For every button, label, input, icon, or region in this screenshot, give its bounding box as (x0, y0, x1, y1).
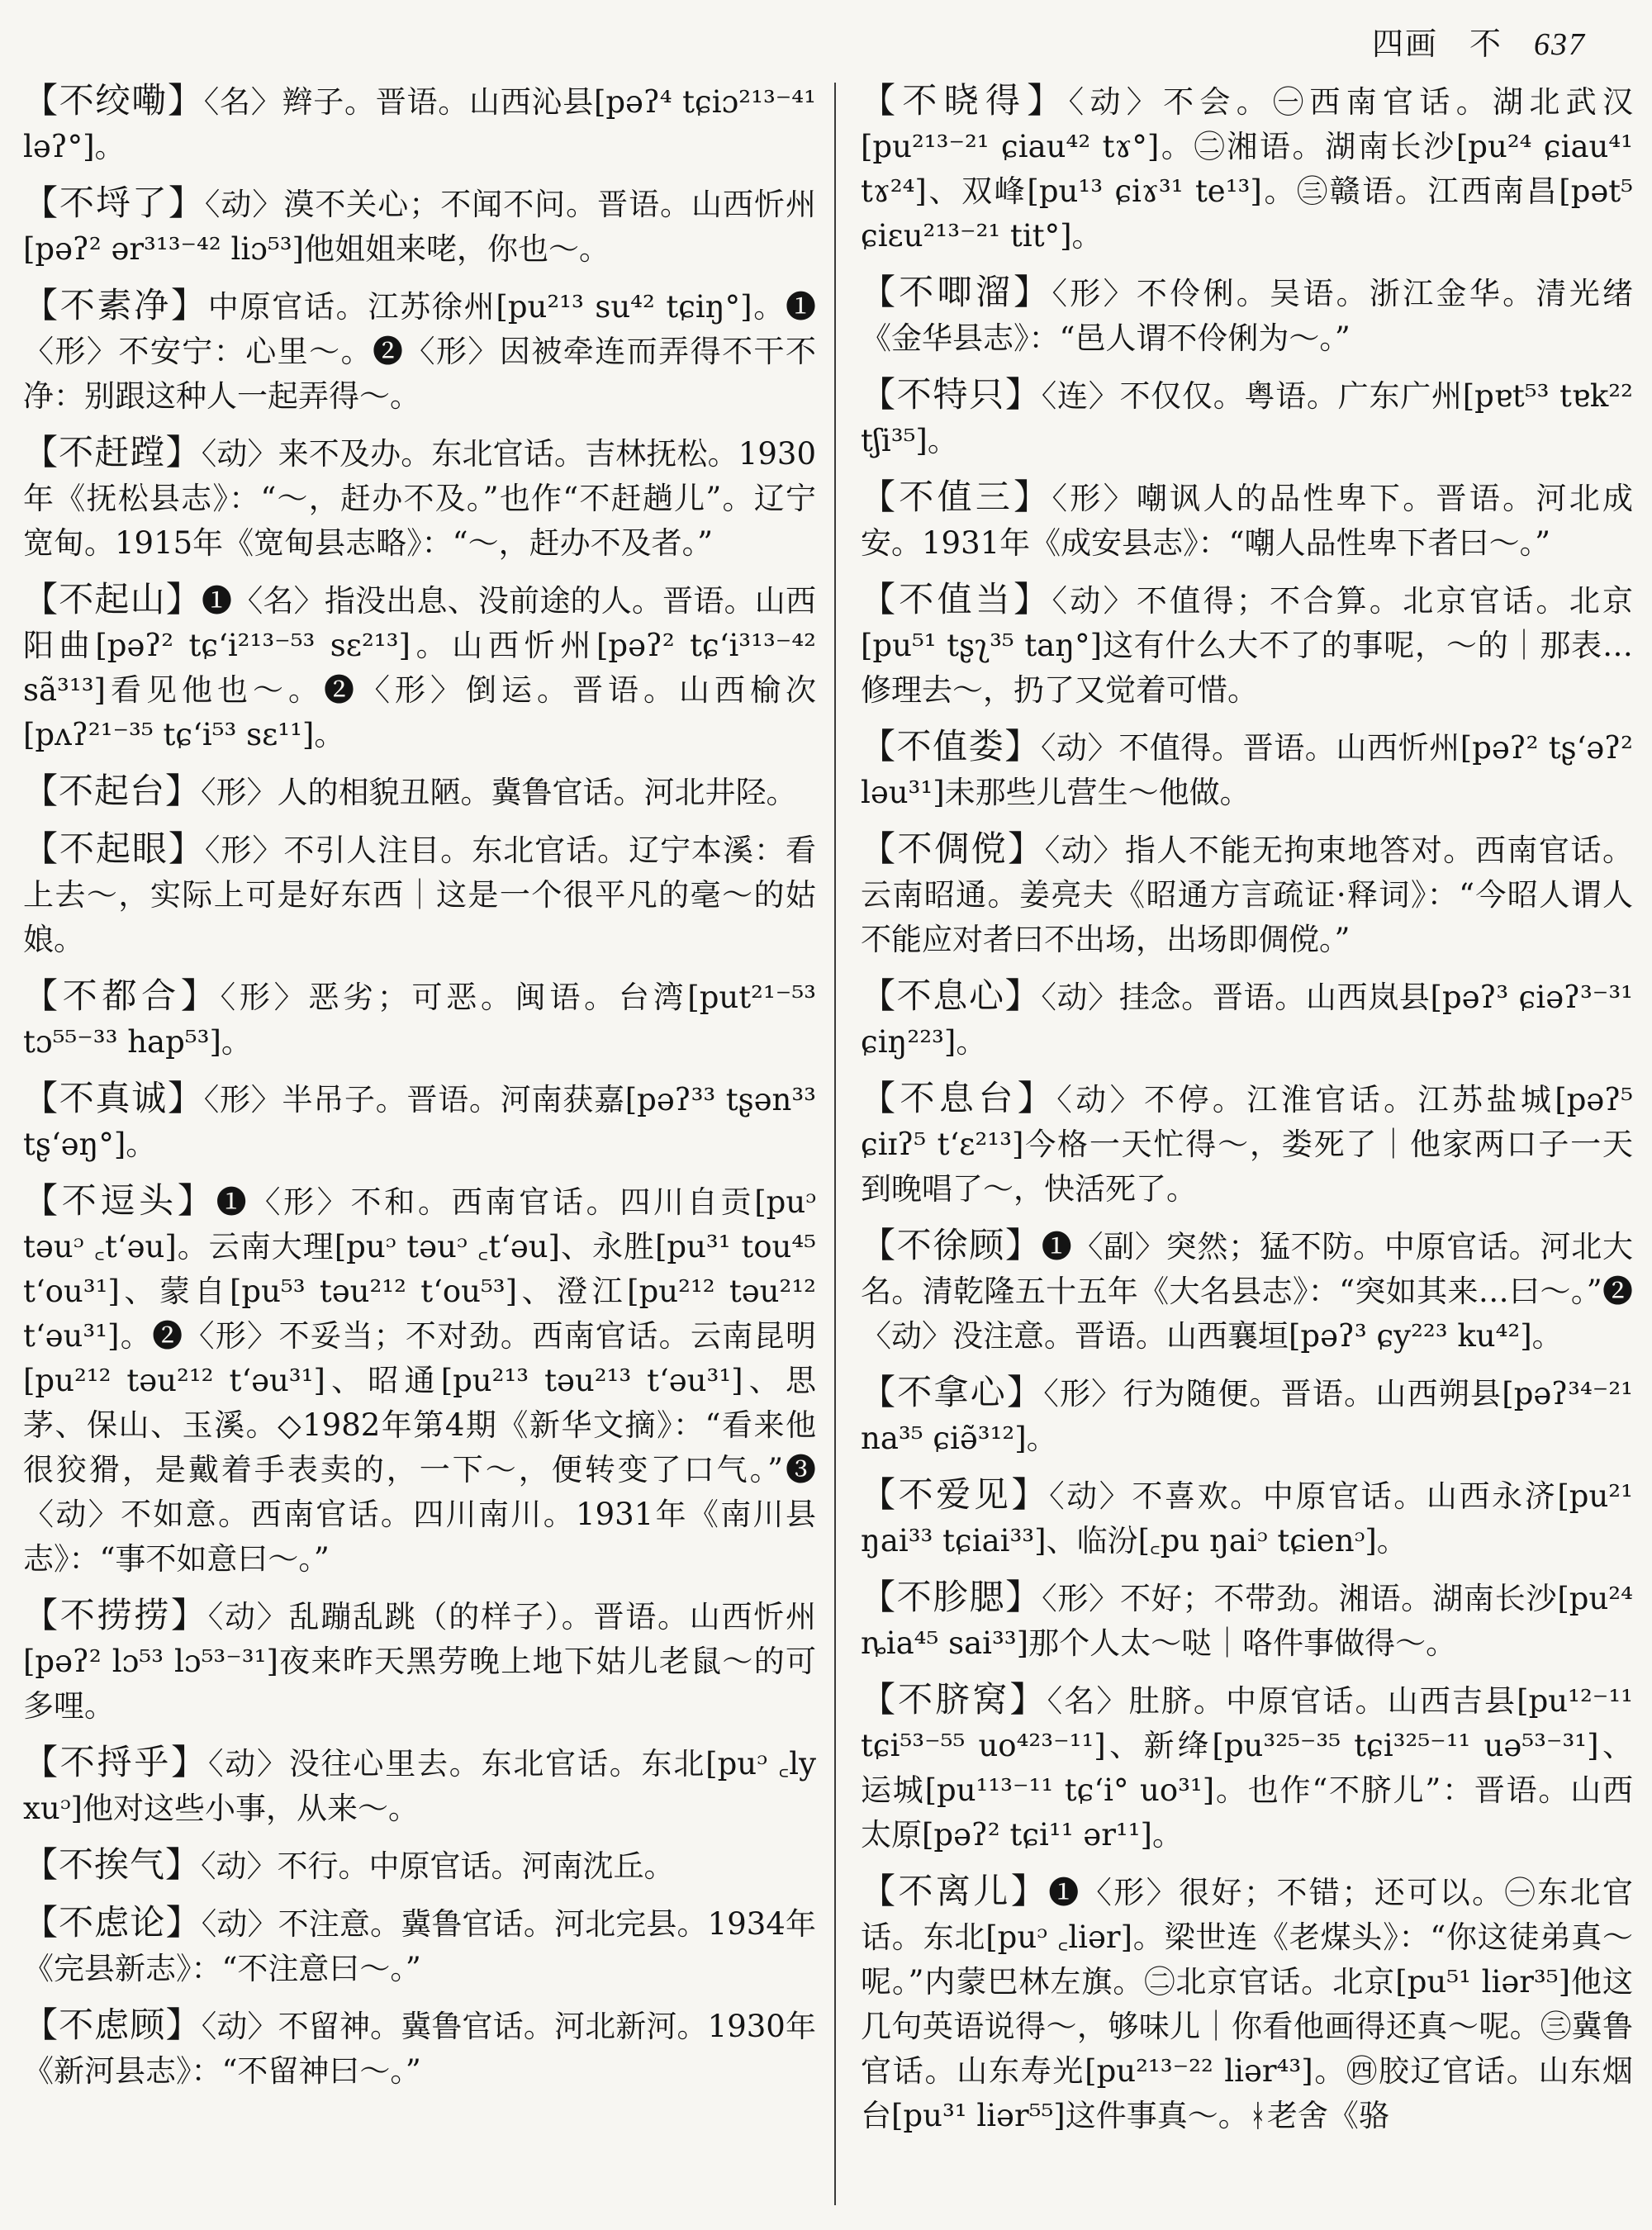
dictionary-entry (861, 1677, 1633, 1858)
dictionary-entry (861, 577, 1633, 713)
entry-definition: 〈形〉恶劣；可恶。闽语。台湾[put²¹⁻⁵³ tɔ⁵⁵⁻³³ hap⁵³]。 (23, 980, 816, 1060)
entry-headword: 【不脐窝】 (861, 1679, 1047, 1720)
dictionary-entry (23, 1179, 816, 1582)
entry-definition: 〈动〉乱蹦乱跳（的样子）。晋语。山西忻州[pəʔ² lɔ⁵³ lɔ⁵³⁻³¹]夜来昨天黑劳晚上地下姑儿老鼠～的可多哩。 (23, 1599, 816, 1724)
entry-headword: 【不特只】 (861, 374, 1042, 415)
dictionary-entry (861, 974, 1633, 1065)
entry-headword: 【不起山】 (23, 579, 202, 619)
entry-headword: 【不起眼】 (23, 828, 205, 869)
dictionary-entry (861, 1575, 1633, 1666)
dictionary-entry (23, 1900, 816, 1991)
dictionary-entry (861, 1869, 1633, 2138)
entry-definition: 〈动〉不值得。晋语。山西忻州[pəʔ² tʂʻəʔ² ləu³¹]未那些儿营生～他做。 (861, 730, 1633, 810)
entry-definition: 〈动〉不喜欢。中原官话。山西永济[pu²¹ ŋai³³ tɕiai³³]、临汾[꜀pu ŋaiᵓ tɕienᵓ]。 (861, 1478, 1633, 1559)
entry-definition: 〈动〉不停。江淮官话。江苏盐城[pəʔ⁵ ɕiɪʔ⁵ tʻɛ²¹³]今格一天忙得～，娄死了｜他家两口子一天到晚唱了～，快活死了。 (861, 1082, 1633, 1207)
entry-headword: 【不晓得】 (861, 80, 1069, 121)
column-divider (834, 83, 836, 2205)
entry-definition: ❶〈形〉不和。西南官话。四川自贡[puᵓ təuᵓ ꜀tʻəu]。云南大理[puᵓ təuᵓ ꜀tʻəu]、永胜[pu³¹ tou⁴⁵ tʻou³¹]、蒙自[pu⁵³ təu²¹² tʻou⁵³]、澄江[pu²¹² təu²¹² tʻəu³¹]。❷〈形〉不妥当；不对劲。西南官话。云南昆明[pu²¹² təu²¹² tʻəu³¹]、昭通[pu²¹³ təu²¹³ tʻəu³¹]、思茅、保山、玉溪。◇1982年第4期《新华文摘》：“看来他很狡猾，是戴着手表卖的，一下～，便转变了口气。”❸〈动〉不如意。西南官话。四川南川。1931年《南川县志》：“事不如意曰～。” (23, 1184, 816, 1577)
dictionary-entry (861, 1223, 1633, 1359)
entry-definition: 〈动〉不留神。冀鲁官话。河北新河。1930年《新河县志》：“不留神曰～。” (23, 2009, 816, 2089)
entry-definition: 〈形〉嘲讽人的品性卑下。晋语。河北成安。1931年《成安县志》：“嘲人品性卑下者曰～。” (861, 481, 1633, 561)
entry-definition: 〈形〉人的相貌丑陋。冀鲁官话。河北井陉。 (201, 775, 797, 810)
entry-definition: 〈形〉不好；不带劲。湘语。湖南长沙[pu²⁴ ȵia⁴⁵ sai³³]那个人太～哒｜咯件事做得～。 (861, 1581, 1633, 1661)
entry-headword: 【不拿心】 (861, 1372, 1044, 1412)
running-head (1372, 18, 1586, 64)
entry-headword: 【不爱见】 (861, 1474, 1050, 1515)
dictionary-entry (23, 827, 816, 962)
dictionary-entry (23, 1593, 816, 1729)
entry-definition: 〈动〉漠不关心；不闻不问。晋语。山西忻州[pəʔ² ər³¹³⁻⁴² liɔ⁵³]他姐姐来咾，你也～。 (23, 187, 816, 267)
entry-headword: 【不赶蹚】 (23, 432, 202, 472)
entry-headword: 【不起台】 (23, 771, 202, 811)
entry-headword: 【不值三】 (861, 477, 1052, 517)
entry-definition: 〈动〉指人不能无拘束地答对。西南官话。云南昭通。姜亮夫《昭通方言疏证·释词》：“今昭人谓人不能应对者曰不出场，出场即倜傥。” (861, 833, 1633, 957)
entry-definition: 〈连〉不仅仅。粤语。广东广州[pɐt⁵³ tɐk²² tʃi³⁵]。 (861, 378, 1633, 458)
entry-definition: 〈动〉没往心里去。东北官话。东北[puᵓ ꜀ly xuᵓ]他对这些小事，从来～。 (23, 1746, 816, 1826)
entry-headword: 【不值娄】 (861, 726, 1041, 766)
dictionary-entry (861, 1370, 1633, 1461)
dictionary-entry (23, 1740, 816, 1831)
dictionary-entry (23, 769, 816, 815)
entry-definition: 中原官话。江苏徐州[pu²¹³ su⁴² tɕiŋ°]。❶〈形〉不安宁：心里～。❷〈形〉因被牵连而弄得不干不净：别跟这种人一起弄得～。 (23, 289, 816, 414)
right-column (861, 78, 1633, 2150)
entry-headword: 【不绞嘞】 (23, 80, 204, 121)
entry-headword: 【不挨气】 (23, 1844, 202, 1885)
dictionary-entry (861, 1076, 1633, 1212)
entry-headword: 【不徐顾】 (861, 1225, 1042, 1265)
page-number: 637 (1534, 27, 1586, 62)
entry-headword: 【不离儿】 (861, 1871, 1049, 1911)
dictionary-entry (861, 1473, 1633, 1563)
dictionary-entry (23, 1843, 816, 1889)
entry-headword: 【不捞捞】 (23, 1595, 208, 1635)
entry-definition: 〈动〉不值得；不合算。北京官话。北京[pu⁵¹ tʂʅ³⁵ taŋ°]这有什么大不了的事呢，～的｜那表…修理去～，扔了又觉着可惜。 (861, 583, 1633, 708)
entry-headword: 【不都合】 (23, 975, 221, 1016)
entry-headword: 【不真诚】 (23, 1078, 204, 1118)
dictionary-entry (23, 78, 816, 169)
entry-headword: 【不埒了】 (23, 183, 205, 223)
entry-definition: 〈动〉不注意。冀鲁官话。河北完县。1934年《完县新志》：“不注意曰～。” (23, 1906, 816, 1986)
entry-headword: 【不素净】 (23, 285, 208, 325)
dictionary-entry (23, 2003, 816, 2094)
entry-definition: 〈名〉辫子。晋语。山西沁县[pəʔ⁴ tɕiɔ²¹³⁻⁴¹ ləʔ°]。 (23, 84, 816, 164)
entry-definition: ❶〈形〉很好；不错；还可以。㊀东北官话。东北[puᵓ ꜀liər]。梁世连《老煤头》：“你这徒弟真～呢。”内蒙巴林左旗。㊁北京官话。北京[pu⁵¹ liər³⁵]他这几句英语说得～，够味儿｜你看他画得还真～呢。㊂冀鲁官话。山东寿光[pu²¹³⁻²² liər⁴³]。㊃胶辽官话。山东烟台[pu³¹ liər⁵⁵]这件事真～。ᚼ老舍《骆 (861, 1875, 1633, 2133)
dictionary-entry (23, 974, 816, 1065)
entry-headword: 【不捋乎】 (23, 1742, 208, 1782)
dictionary-entry (23, 577, 816, 757)
entry-definition: ❶〈副〉突然；猛不防。中原官话。河北大名。清乾隆五十五年《大名县志》：“突如其来…曰～。”❷〈动〉没注意。晋语。山西襄垣[pəʔ³ ɕy²²³ ku⁴²]。 (861, 1229, 1633, 1354)
entry-headword: 【不逗头】 (23, 1180, 216, 1221)
entry-definition: 〈动〉不行。中原官话。河南沈丘。 (201, 1848, 675, 1884)
head-character: 不 (1469, 26, 1502, 62)
dictionary-entry (861, 78, 1633, 259)
entry-definition: 〈动〉挂念。晋语。山西岚县[pəʔ³ ɕiəʔ³⁻³¹ ɕiŋ²²³]。 (861, 980, 1633, 1060)
entry-definition: 〈形〉不引人注目。东北官话。辽宁本溪：看上去～，实际上可是好东西｜这是一个很平凡的毫～的姑娘。 (23, 833, 816, 957)
entry-definition: 〈名〉肚脐。中原官话。山西吉县[pu¹²⁻¹¹ tɕi⁵³⁻⁵⁵ uo⁴²³⁻¹¹]、新绛[pu³²⁵⁻³⁵ tɕi³²⁵⁻¹¹ uə⁵³⁻³¹]、运城[pu¹¹³⁻¹¹ tɕʻi° uo³¹]。也作“不脐儿”：晋语。山西太原[pəʔ² tɕi¹¹ ər¹¹]。 (861, 1683, 1633, 1853)
entry-definition: 〈动〉不会。㊀西南官话。湖北武汉[pu²¹³⁻²¹ ɕiau⁴² tɤ°]。㊁湘语。湖南长沙[pu²⁴ ɕiau⁴¹ tɤ²⁴]、双峰[pu¹³ ɕiɤ³¹ te¹³]。㊂赣语。江西南昌[pət⁵ ɕiɛu²¹³⁻²¹ tit°]。 (861, 84, 1633, 254)
entry-headword: 【不息心】 (861, 975, 1042, 1016)
dictionary-entry (861, 270, 1633, 361)
entry-headword: 【不息台】 (861, 1078, 1057, 1118)
entry-headword: 【不值当】 (861, 579, 1052, 619)
dictionary-entry (23, 430, 816, 566)
dictionary-entry (861, 475, 1633, 566)
entry-headword: 【不虑顾】 (23, 2005, 202, 2045)
entry-definition: ❶〈名〉指没出息、没前途的人。晋语。山西阳曲[pəʔ² tɕʻi²¹³⁻⁵³ sɛ²¹³]。山西忻州[pəʔ² tɕʻi³¹³⁻⁴² sã³¹³]看见他也～。❷〈形〉倒运。晋语。山西榆次[pʌʔ²¹⁻³⁵ tɕʻi⁵³ sɛ¹¹]。 (23, 583, 816, 752)
entry-definition: 〈动〉来不及办。东北官话。吉林抚松。1930年《抚松县志》：“～，赶办不及。”也作“不赶趟儿”。辽宁宽甸。1915年《宽甸县志略》：“～，赶办不及者。” (23, 436, 816, 561)
entry-definition: 〈形〉行为随便。晋语。山西朔县[pəʔ³⁴⁻²¹ na³⁵ ɕiə̃³¹²]。 (861, 1376, 1633, 1456)
dictionary-entry (23, 1076, 816, 1167)
dictionary-entry (23, 283, 816, 419)
dictionary-entry (861, 724, 1633, 815)
entry-definition: 〈形〉不伶俐。吴语。浙江金华。清光绪《金华县志》：“邑人谓不伶俐为～。” (861, 276, 1633, 356)
entry-definition: 〈形〉半吊子。晋语。河南获嘉[pəʔ³³ tʂən³³ tʂʻəŋ°]。 (23, 1082, 816, 1162)
dictionary-entry (23, 181, 816, 272)
entry-headword: 【不胗腮】 (861, 1577, 1042, 1617)
dictionary-entry (861, 827, 1633, 962)
dictionary-entry (861, 372, 1633, 463)
entry-headword: 【不虑论】 (23, 1902, 202, 1943)
left-column (23, 78, 816, 2105)
section-label: 四画 (1371, 26, 1438, 62)
entry-headword: 【不唧溜】 (861, 272, 1052, 312)
entry-headword: 【不倜傥】 (861, 828, 1045, 869)
